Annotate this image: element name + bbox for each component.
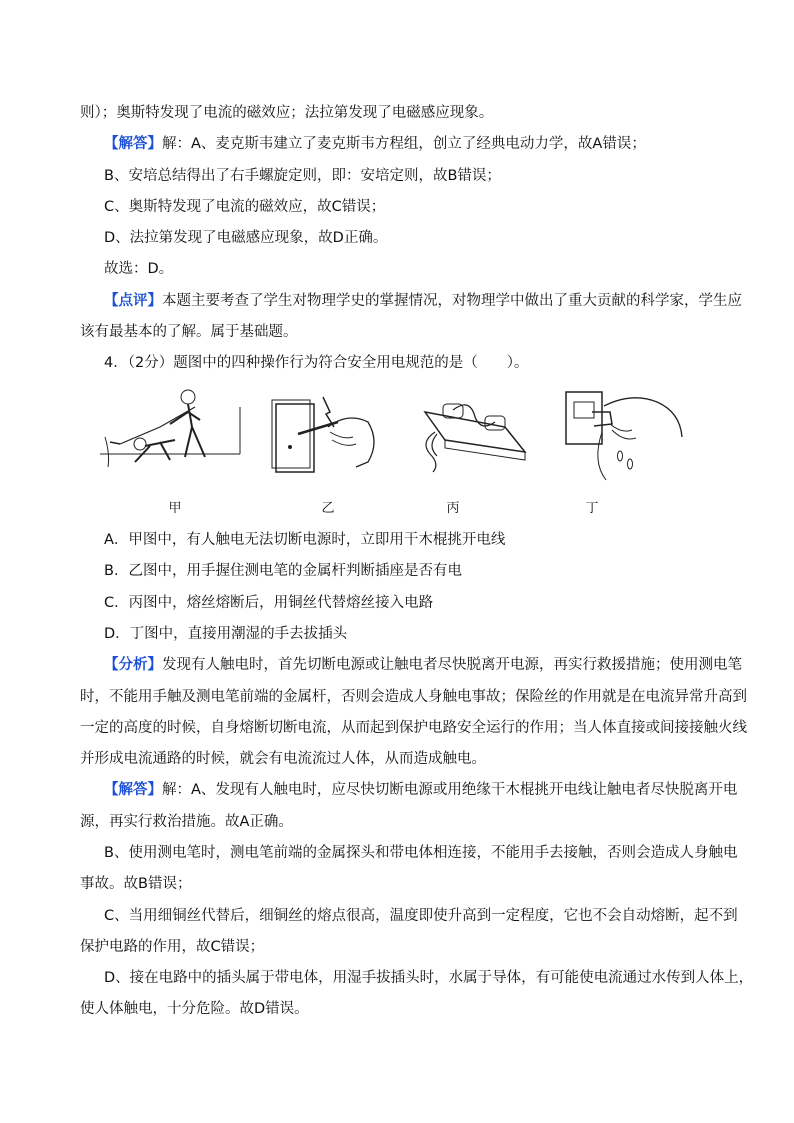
text-line: 故选：D。 [104, 261, 174, 277]
question-figures [100, 382, 700, 522]
text-line: 源，再实行救治措施。故A正确。 [80, 814, 293, 830]
text-line: B、使用测电笔时，测电笔前端的金属探头和带电体相连接，不能用手去接触，否则会造成人身触电 [104, 845, 738, 861]
analysis-text: 发现有人触电时，首先切断电源或让触电者尽快脱离开电源，再实行救援措施；使用测电笔 [162, 657, 742, 673]
question-4: 4．（2分）题图中的四种操作行为符合安全用电规范的是（ ）。 [104, 355, 529, 371]
text-line: B、安培总结得出了右手螺旋定则，即：安培定则，故B错误； [104, 168, 501, 184]
caption-yi: 乙 [321, 501, 335, 516]
text-line: 一定的高度的时候，自身熔断切断电流，从而起到保护电路安全运行的作用；当人体直接或间接接触火线 [80, 720, 747, 736]
caption-ding: 丁 [585, 501, 599, 516]
answer-text: 解：A、发现有人触电时，应尽快切断电源或用绝缘干木棍挑开电线让触电者尽快脱离开电 [162, 782, 738, 798]
test-pen-illustration [268, 382, 388, 482]
answer-line [104, 134, 754, 154]
comment-tag: 【点评】 [104, 293, 162, 309]
analysis-tag: 【分析】 [104, 657, 162, 673]
figure-ding [562, 382, 692, 516]
text-line: C、当用细铜丝代替后，细铜丝的熔点很高，温度即使升高到一定程度，它也不会自动熔断，起不到 [104, 908, 738, 924]
text-line: D、接在电路中的插头属于带电体，用湿手拔插头时，水属于导体，有可能使电流通过水传到人体上， [104, 970, 754, 986]
option-a: A．甲图中，有人触电无法切断电源时，立即用干木棍挑开电线 [104, 532, 506, 548]
comment-line [104, 291, 754, 311]
option-b: B．乙图中，用手握住测电笔的金属杆判断插座是否有电 [104, 563, 462, 579]
text-line: D、法拉第发现了电磁感应现象，故D正确。 [104, 230, 388, 246]
answer-line [104, 780, 754, 800]
comment-text: 本题主要考查了学生对物理学史的掌握情况，对物理学中做出了重大贡献的科学家，学生应 [162, 293, 742, 309]
text-line: 该有最基本的了解。属于基础题。 [80, 324, 298, 340]
option-d: D．丁图中，直接用潮湿的手去拔插头 [104, 626, 348, 642]
text-line: 时，不能用手触及测电笔前端的金属杆，否则会造成人身触电事故；保险丝的作用就是在电流异常升高到 [80, 689, 747, 705]
text-line: 保护电路的作用，故C错误； [80, 939, 265, 955]
text-line: 事故。故B错误； [80, 876, 192, 892]
figure-yi [268, 382, 388, 516]
option-c: C．丙图中，熔丝熔断后，用铜丝代替熔丝接入电路 [104, 595, 434, 611]
figure-bing [415, 382, 535, 516]
caption-jia: 甲 [168, 501, 182, 516]
fuse-illustration [415, 382, 535, 482]
text-line: 并形成电流通路的时候，就会有电流流过人体，从而造成触电。 [80, 751, 486, 767]
figure-jia [100, 382, 250, 516]
plug-illustration [562, 382, 692, 482]
answer-tag: 【解答】 [104, 136, 162, 152]
text-line: 则）；奥斯特发现了电流的磁效应；法拉第发现了电磁感应现象。 [80, 105, 494, 121]
caption-bing: 丙 [446, 501, 460, 516]
rescue-illustration [100, 382, 250, 482]
analysis-line [104, 655, 754, 675]
answer-tag: 【解答】 [104, 782, 162, 798]
text-line: 使人体触电，十分危险。故D错误。 [80, 1001, 309, 1017]
text-line: C、奥斯特发现了电流的磁效应，故C错误； [104, 199, 386, 215]
answer-text: 解：A、麦克斯韦建立了麦克斯韦方程组，创立了经典电动力学，故A错误； [162, 136, 646, 152]
